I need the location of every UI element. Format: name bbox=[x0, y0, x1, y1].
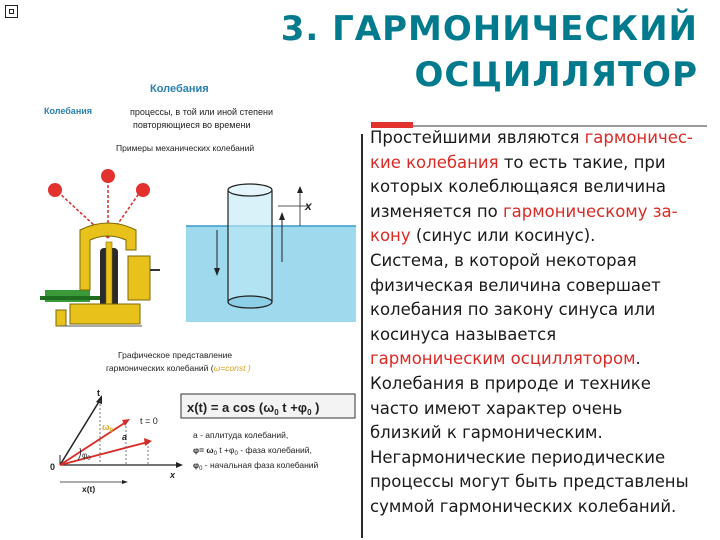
body-line bbox=[370, 249, 712, 274]
legend-initial-phase: $\varphi_0$ - начальная фаза колебаний bbox=[193, 460, 319, 472]
definition-term: Колебания bbox=[44, 106, 93, 116]
highlighted-term: гармоническим осциллятором bbox=[370, 349, 636, 369]
corner-marker bbox=[5, 5, 18, 18]
graph-caption-1: Графическое представление bbox=[118, 350, 233, 360]
highlighted-term: гармоническому за- bbox=[502, 201, 678, 221]
figure-heading: Колебания bbox=[150, 83, 209, 95]
body-line bbox=[370, 323, 712, 348]
body-text-span: косинуса называется bbox=[370, 324, 557, 344]
definition-text-2: повторяющиеся во времени bbox=[133, 120, 251, 130]
body-text-span: Колебания в природе и технике bbox=[370, 373, 651, 393]
body-text-span: которых колеблющаяся величина bbox=[370, 177, 666, 197]
body-line bbox=[370, 446, 712, 471]
examples-label: Примеры механических колебаний bbox=[116, 143, 255, 153]
vector-x-label: x bbox=[170, 470, 176, 480]
body-text-span: (синус или косинус). bbox=[410, 226, 596, 246]
vector-t-label: t bbox=[97, 388, 100, 398]
body-line bbox=[370, 151, 712, 176]
title-line-1: 3. ГАРМОНИЧЕСКИЙ bbox=[280, 9, 698, 49]
body-line bbox=[370, 200, 712, 225]
rotating-vector-diagram bbox=[50, 388, 183, 494]
vector-xt-label: x(t) bbox=[82, 484, 96, 494]
definition-text-1: процессы, в той или иной степени bbox=[130, 107, 273, 117]
body-line bbox=[370, 495, 712, 520]
body-text-span: часто имеют характер очень bbox=[370, 398, 623, 418]
body-line bbox=[370, 470, 712, 495]
body-line bbox=[370, 298, 712, 323]
graph-caption-2: гармонических колебаний (ω=const ) bbox=[106, 363, 251, 373]
body-text bbox=[370, 126, 712, 520]
legend-amplitude: a - аплитуда колебаний, bbox=[193, 430, 289, 440]
vector-omega-label: $\omega_0$ bbox=[102, 422, 113, 434]
highlighted-term: кону bbox=[370, 226, 411, 246]
highlighted-term: кие колебания bbox=[370, 152, 499, 172]
body-text-span: то есть такие, при bbox=[498, 152, 666, 172]
body-text-span: физическая величина совершает bbox=[370, 275, 661, 295]
body-text-span: изменяется по bbox=[370, 201, 503, 221]
formula: x(t) = a $\cos (\omega_0$ $t +\varphi_0$ ) bbox=[187, 400, 320, 417]
body-text-span: Негармонические периодические bbox=[370, 447, 666, 467]
vector-t0-label: t = 0 bbox=[140, 416, 158, 426]
formula-box bbox=[181, 394, 355, 472]
body-line bbox=[370, 126, 712, 151]
body-line bbox=[370, 175, 712, 200]
floating-cylinder-icon bbox=[186, 184, 356, 322]
body-line bbox=[370, 347, 712, 372]
body-text-span: колебания по закону синуса или bbox=[370, 300, 656, 320]
title-line-2: ОСЦИЛЛЯТОР bbox=[414, 55, 698, 95]
legend-phase: $\varphi= \omega_0$ $t +\varphi_0$ - фаза колебаний, bbox=[193, 445, 312, 457]
body-text-span: Система, в которой некоторая bbox=[370, 250, 637, 270]
body-line bbox=[370, 421, 712, 446]
vector-origin-label: 0 bbox=[50, 462, 56, 472]
body-line bbox=[370, 224, 712, 249]
vise-icon bbox=[40, 223, 160, 326]
body-text-span: процессы могут быть представлены bbox=[370, 472, 689, 492]
highlighted-term: гармоничес- bbox=[584, 128, 693, 147]
vector-phi0-label: $\varphi_0$ bbox=[82, 451, 91, 462]
body-text-span: . bbox=[635, 349, 641, 369]
body-text-span: суммой гармонических колебаний. bbox=[370, 496, 677, 516]
x-axis-label: x bbox=[305, 199, 312, 213]
body-text-span: Простейшими являются bbox=[370, 128, 585, 147]
body-line bbox=[370, 397, 712, 422]
body-line bbox=[370, 274, 712, 299]
body-text-span: близкий к гармоническим. bbox=[370, 423, 603, 443]
body-line bbox=[370, 372, 712, 397]
vector-a-label: a bbox=[122, 432, 128, 442]
oscillation-figure bbox=[30, 60, 365, 500]
